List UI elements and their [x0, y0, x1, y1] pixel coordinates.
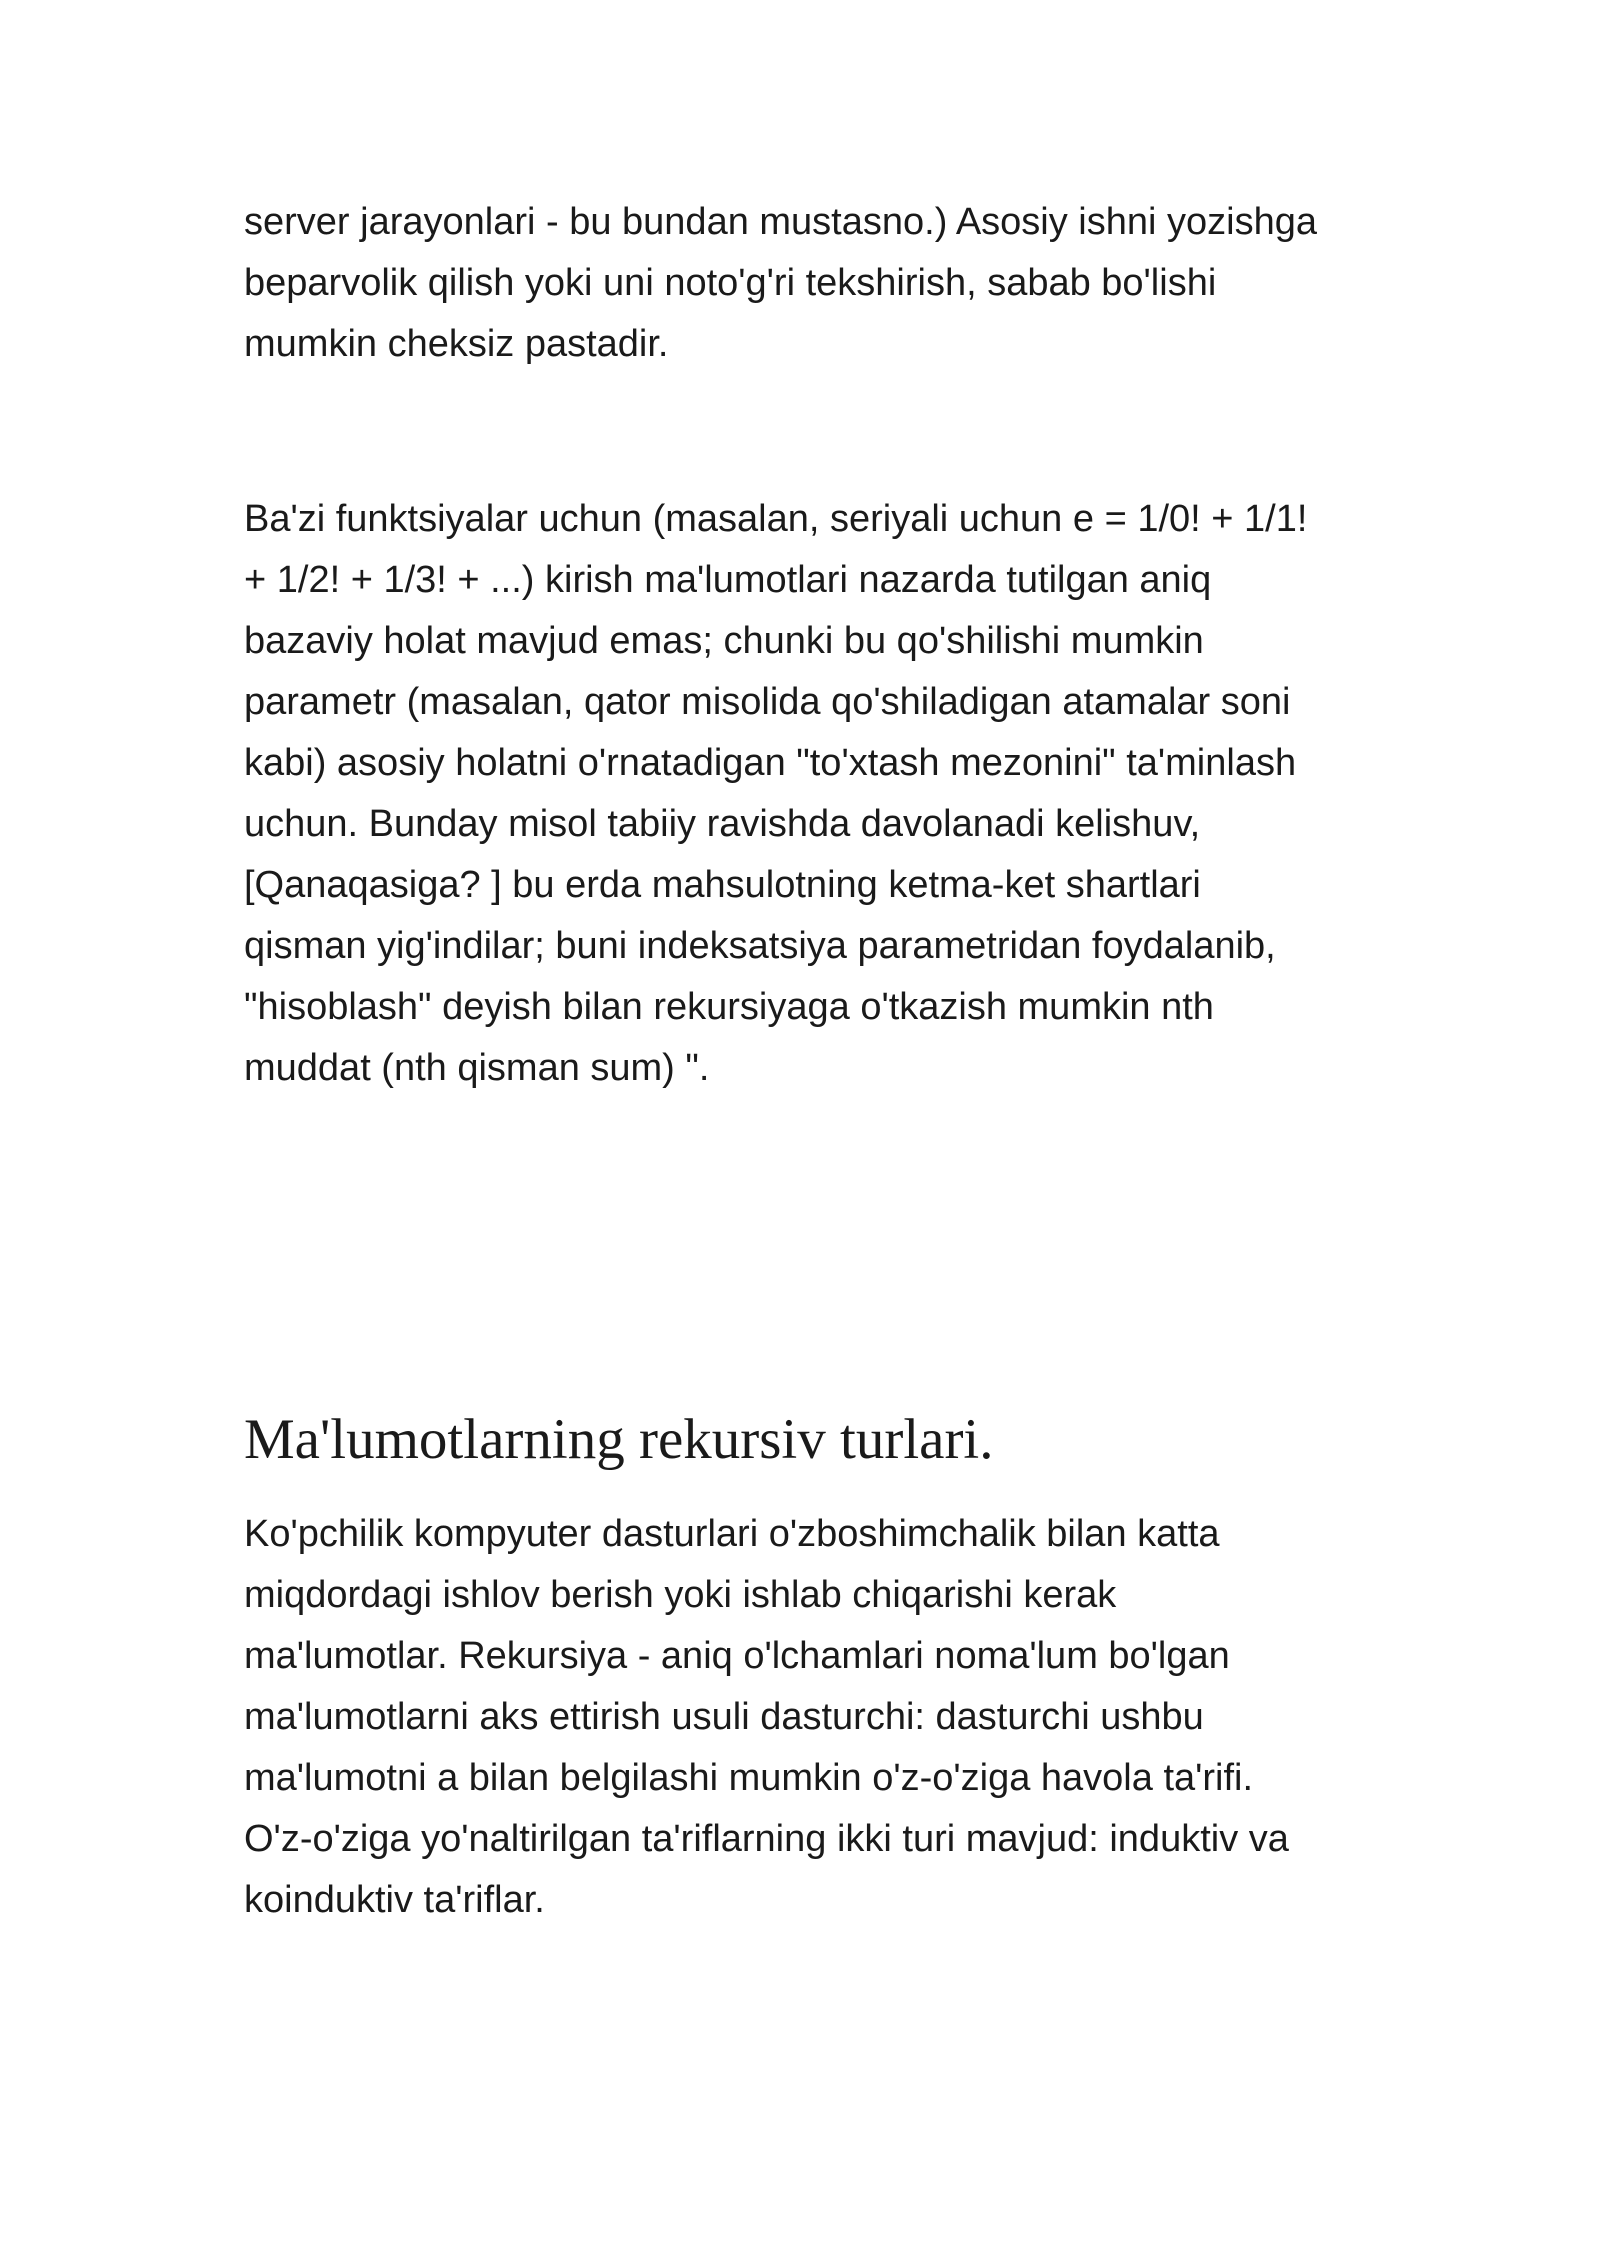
- section-heading: Ma'lumotlarning rekursiv turlari.: [244, 1408, 994, 1471]
- paragraph-2-line: qisman yig'indilar; buni indeksatsiya parametridan foydalanib,: [244, 925, 1276, 967]
- paragraph-2-line: kabi) asosiy holatni o'rnatadigan "to'xtash mezonini" ta'minlash: [244, 742, 1297, 784]
- paragraph-1-line: server jarayonlari - bu bundan mustasno.) Asosiy ishni yozishga: [244, 201, 1317, 243]
- paragraph-3-line: ma'lumotlarni aks ettirish usuli dasturchi: dasturchi ushbu: [244, 1696, 1204, 1738]
- paragraph-2-line: [Qanaqasiga? ] bu erda mahsulotning ketma-ket shartlari: [244, 864, 1201, 906]
- paragraph-3-line: ma'lumotni a bilan belgilashi mumkin o'z-o'ziga havola ta'rifi.: [244, 1757, 1254, 1799]
- paragraph-2-line: muddat (nth qisman sum) ".: [244, 1047, 710, 1089]
- paragraph-2-line: "hisoblash" deyish bilan rekursiyaga o'tkazish mumkin nth: [244, 986, 1214, 1028]
- paragraph-3-line: O'z-o'ziga yo'naltirilgan ta'riflarning ikki turi mavjud: induktiv va: [244, 1818, 1289, 1860]
- paragraph-3-line: koinduktiv ta'riflar.: [244, 1879, 545, 1921]
- paragraph-2-line: parametr (masalan, qator misolida qo'shiladigan atamalar soni: [244, 681, 1291, 723]
- paragraph-2-line: + 1/2! + 1/3! + ...) kirish ma'lumotlari nazarda tutilgan aniq: [244, 559, 1212, 601]
- paragraph-1-line: mumkin cheksiz pastadir.: [244, 323, 669, 365]
- paragraph-3-line: ma'lumotlar. Rekursiya - aniq o'lchamlari noma'lum bo'lgan: [244, 1635, 1230, 1677]
- paragraph-2-line: bazaviy holat mavjud emas; chunki bu qo'shilishi mumkin: [244, 620, 1204, 662]
- paragraph-3-line: Ko'pchilik kompyuter dasturlari o'zboshimchalik bilan katta: [244, 1513, 1220, 1555]
- paragraph-2-line: Ba'zi funktsiyalar uchun (masalan, seriyali uchun e = 1/0! + 1/1!: [244, 498, 1308, 540]
- paragraph-1-line: beparvolik qilish yoki uni noto'g'ri tekshirish, sabab bo'lishi: [244, 262, 1217, 304]
- paragraph-2-line: uchun. Bunday misol tabiiy ravishda davolanadi kelishuv,: [244, 803, 1201, 845]
- paragraph-3-line: miqdordagi ishlov berish yoki ishlab chiqarishi kerak: [244, 1574, 1117, 1616]
